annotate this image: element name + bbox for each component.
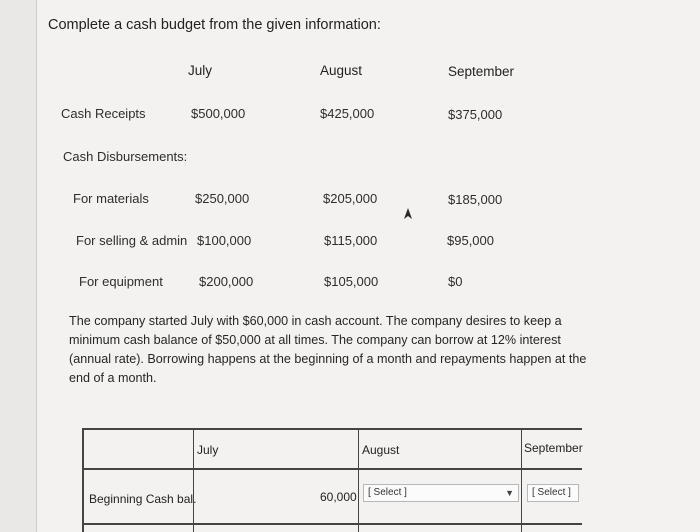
- equipment-label: For equipment: [79, 274, 163, 289]
- receipts-september: $375,000: [448, 107, 503, 122]
- materials-august: $205,000: [323, 191, 378, 206]
- equipment-september: $0: [448, 274, 463, 289]
- august-select[interactable]: [363, 484, 519, 502]
- september-select[interactable]: [527, 484, 579, 502]
- receipts-august: $425,000: [320, 106, 375, 121]
- selling-admin-september: $95,000: [447, 233, 494, 248]
- receipts-july: $500,000: [191, 106, 246, 121]
- materials-label: For materials: [73, 191, 149, 206]
- table-header-september: September: [524, 441, 583, 455]
- materials-september: $185,000: [448, 192, 503, 207]
- mouse-cursor-icon: [402, 206, 414, 220]
- chevron-down-icon: ▼: [505, 488, 514, 498]
- beginning-cash-july: 60,000: [320, 490, 357, 504]
- selling-admin-august: $115,000: [324, 233, 378, 248]
- september-select-label: [ Select ]: [532, 487, 571, 498]
- problem-description: The company started July with $60,000 in cash account. The company desires to keep a minimum cash balance of $50,000 at all times. The company can borrow at 12% interest (annual rate). Borrowing happens at the beginning of a month and repayments happen at the end of a month.: [69, 314, 587, 385]
- selling-admin-july: $100,000: [197, 233, 252, 248]
- disbursements-label: Cash Disbursements:: [63, 149, 188, 164]
- header-july: July: [188, 63, 213, 78]
- worksheet-page: [36, 0, 700, 532]
- header-august: August: [320, 63, 363, 78]
- equipment-july: $200,000: [199, 274, 254, 289]
- august-select-label: [ Select ]: [368, 487, 407, 498]
- receipts-label: Cash Receipts: [61, 106, 146, 121]
- selling-admin-label: For selling & admin: [76, 233, 188, 248]
- table-header-august: August: [362, 443, 400, 457]
- equipment-august: $105,000: [324, 274, 379, 289]
- question-title: Complete a cash budget from the given information:: [48, 17, 381, 33]
- beginning-cash-label: Beginning Cash bal.: [89, 492, 197, 506]
- materials-july: $250,000: [195, 191, 250, 206]
- header-september: September: [448, 64, 515, 79]
- table-header-july: July: [197, 443, 219, 457]
